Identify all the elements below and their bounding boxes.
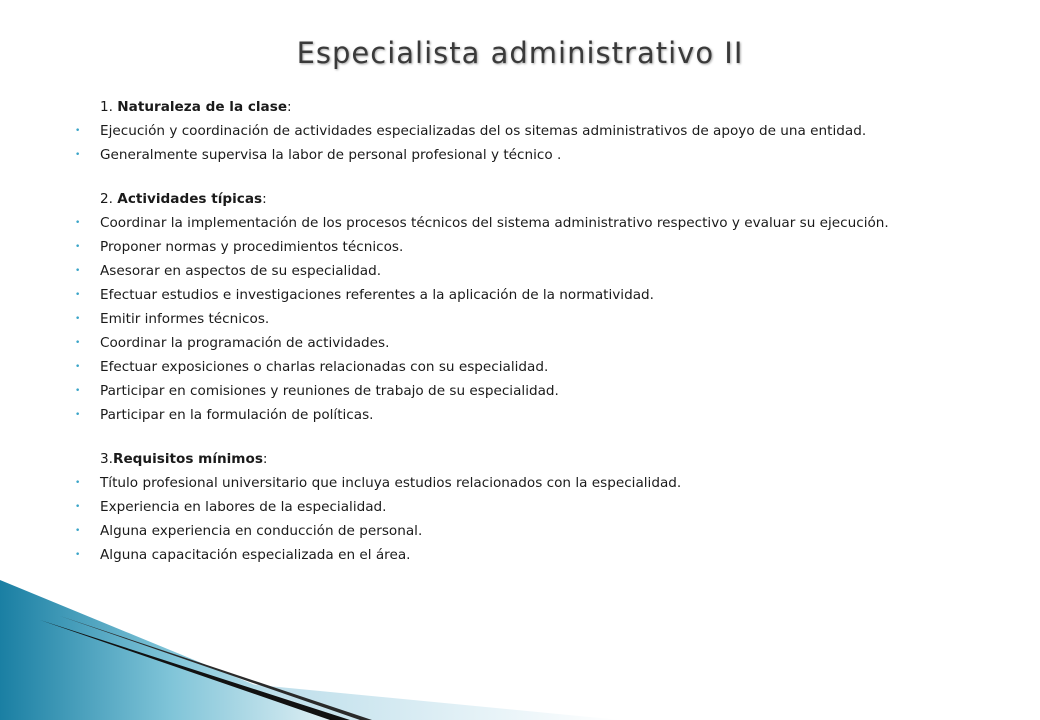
- list-item-text: Participar en la formulación de políticas.: [100, 407, 374, 423]
- bullet-icon: •: [75, 126, 81, 136]
- list-item: [72, 498, 972, 516]
- section-heading-actividades: [72, 190, 972, 208]
- list-item: [72, 238, 972, 256]
- bullet-icon: •: [75, 218, 81, 228]
- list-item: [72, 474, 972, 492]
- list-item: [72, 310, 972, 328]
- list-item: [72, 522, 972, 540]
- list-item-text: Asesorar en aspectos de su especialidad.: [100, 263, 382, 279]
- list-item-text: Generalmente supervisa la labor de personal profesional y técnico .: [100, 147, 562, 163]
- footer-decoration: [0, 580, 1040, 720]
- list-item: [72, 262, 972, 280]
- list-item: [72, 546, 972, 564]
- bullet-icon: •: [75, 150, 81, 160]
- list-item-text: Emitir informes técnicos.: [100, 311, 270, 327]
- list-item-text: Coordinar la implementación de los procesos técnicos del sistema administrativo respectivo y evaluar su ejecución.: [100, 215, 889, 231]
- list-item-text: Efectuar exposiciones o charlas relacionadas con su especialidad.: [100, 359, 549, 375]
- list-item: [72, 406, 972, 424]
- list-item-text: Proponer normas y procedimientos técnicos.: [100, 239, 404, 255]
- list-item-text: Ejecución y coordinación de actividades especializadas del os sitemas administrativos de apoyo de una entidad.: [100, 123, 867, 139]
- slide-title: Especialista administrativo II: [296, 36, 744, 70]
- section-heading-naturaleza: [72, 98, 972, 116]
- bullet-icon: •: [75, 314, 81, 324]
- section-heading-requisitos: [72, 450, 972, 468]
- bullet-icon: •: [75, 242, 81, 252]
- list-item-text: Alguna experiencia en conducción de personal.: [100, 523, 423, 539]
- list-item-text: Título profesional universitario que incluya estudios relacionados con la especialidad.: [100, 475, 682, 491]
- section-title: Requisitos mínimos: [112, 451, 263, 467]
- bullet-icon: •: [75, 478, 81, 488]
- section-title: Naturaleza de la clase: [117, 99, 288, 115]
- list-item-text: Experiencia en labores de la especialidad.: [100, 499, 387, 515]
- section-suffix: :: [262, 451, 268, 467]
- section-number: 3.: [100, 451, 113, 467]
- section-number: 1.: [100, 99, 118, 115]
- list-item: [72, 214, 972, 232]
- bullet-icon: •: [75, 526, 81, 536]
- list-item-text: Coordinar la programación de actividades.: [100, 335, 390, 351]
- section-suffix: :: [287, 99, 292, 115]
- list-item: [72, 382, 972, 400]
- bullet-icon: •: [75, 362, 81, 372]
- bullet-icon: •: [75, 502, 81, 512]
- bullet-icon: •: [75, 550, 81, 560]
- list-item-text: Alguna capacitación especializada en el área.: [100, 547, 411, 563]
- content-body: [72, 98, 972, 570]
- section-number: 2.: [100, 191, 118, 207]
- list-item: [72, 358, 972, 376]
- list-item-text: Efectuar estudios e investigaciones referentes a la aplicación de la normatividad.: [100, 287, 654, 303]
- deco-wedge-teal: [0, 580, 340, 720]
- list-item: [72, 334, 972, 352]
- list-item-text: Participar en comisiones y reuniones de trabajo de su especialidad.: [100, 383, 559, 399]
- list-item: [72, 146, 972, 164]
- bullet-icon: •: [75, 386, 81, 396]
- section-title: Actividades típicas: [117, 191, 263, 207]
- section-suffix: :: [262, 191, 267, 207]
- bullet-icon: •: [75, 290, 81, 300]
- bullet-icon: •: [75, 266, 81, 276]
- list-item: [72, 286, 972, 304]
- bullet-icon: •: [75, 338, 81, 348]
- bullet-icon: •: [75, 410, 81, 420]
- list-item: [72, 122, 972, 140]
